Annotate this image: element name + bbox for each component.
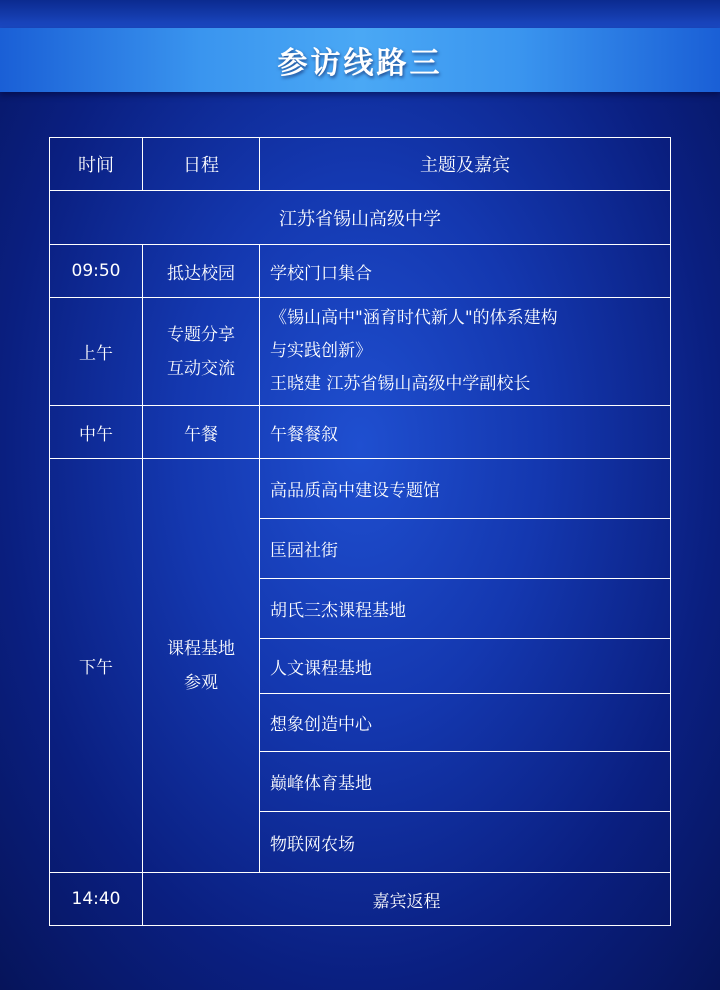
morning-topic (260, 298, 671, 406)
morning-schedule-line1: 专题分享 (167, 324, 235, 345)
afternoon-topic-1: 高品质高中建设专题馆 (260, 459, 671, 519)
title-banner (0, 28, 720, 92)
table-row-morning (50, 298, 671, 406)
arrival-schedule: 抵达校园 (143, 245, 260, 298)
afternoon-topic-2: 匡园社街 (260, 519, 671, 579)
afternoon-topic-6: 巅峰体育基地 (260, 752, 671, 812)
noon-schedule: 午餐 (143, 406, 260, 459)
table-header-row (50, 138, 671, 191)
table-row-arrival (50, 245, 671, 298)
page-title: 参访线路三 (277, 46, 443, 81)
morning-topic-line1: 《锡山高中"涵育时代新人"的体系建构 (270, 308, 558, 328)
afternoon-topic-5: 想象创造中心 (260, 694, 671, 752)
departure-time: 14:40 (50, 873, 143, 926)
morning-schedule-line2: 互动交流 (167, 358, 235, 379)
afternoon-schedule-line1: 课程基地 (167, 638, 235, 659)
arrival-topic: 学校门口集合 (260, 245, 671, 298)
departure-topic: 嘉宾返程 (143, 873, 671, 926)
header-schedule: 日程 (143, 138, 260, 191)
afternoon-topic-4: 人文课程基地 (260, 639, 671, 694)
school-name: 江苏省锡山高级中学 (50, 191, 671, 245)
morning-topic-line3: 王晓建 江苏省锡山高级中学副校长 (270, 374, 531, 394)
table-row-afternoon-1 (50, 459, 671, 519)
school-row (50, 191, 671, 245)
table-row-noon (50, 406, 671, 459)
schedule-table (49, 137, 671, 926)
morning-topic-line2: 与实践创新》 (270, 341, 372, 361)
header-topic: 主题及嘉宾 (260, 138, 671, 191)
morning-schedule (143, 298, 260, 406)
afternoon-schedule (143, 459, 260, 873)
header-time: 时间 (50, 138, 143, 191)
afternoon-topic-7: 物联网农场 (260, 812, 671, 873)
noon-time: 中午 (50, 406, 143, 459)
table-row-departure (50, 873, 671, 926)
afternoon-schedule-line2: 参观 (184, 672, 218, 693)
noon-topic: 午餐餐叙 (260, 406, 671, 459)
afternoon-time: 下午 (50, 459, 143, 873)
arrival-time: 09:50 (50, 245, 143, 298)
afternoon-topic-3: 胡氏三杰课程基地 (260, 579, 671, 639)
top-strip (0, 0, 720, 28)
morning-time: 上午 (50, 298, 143, 406)
